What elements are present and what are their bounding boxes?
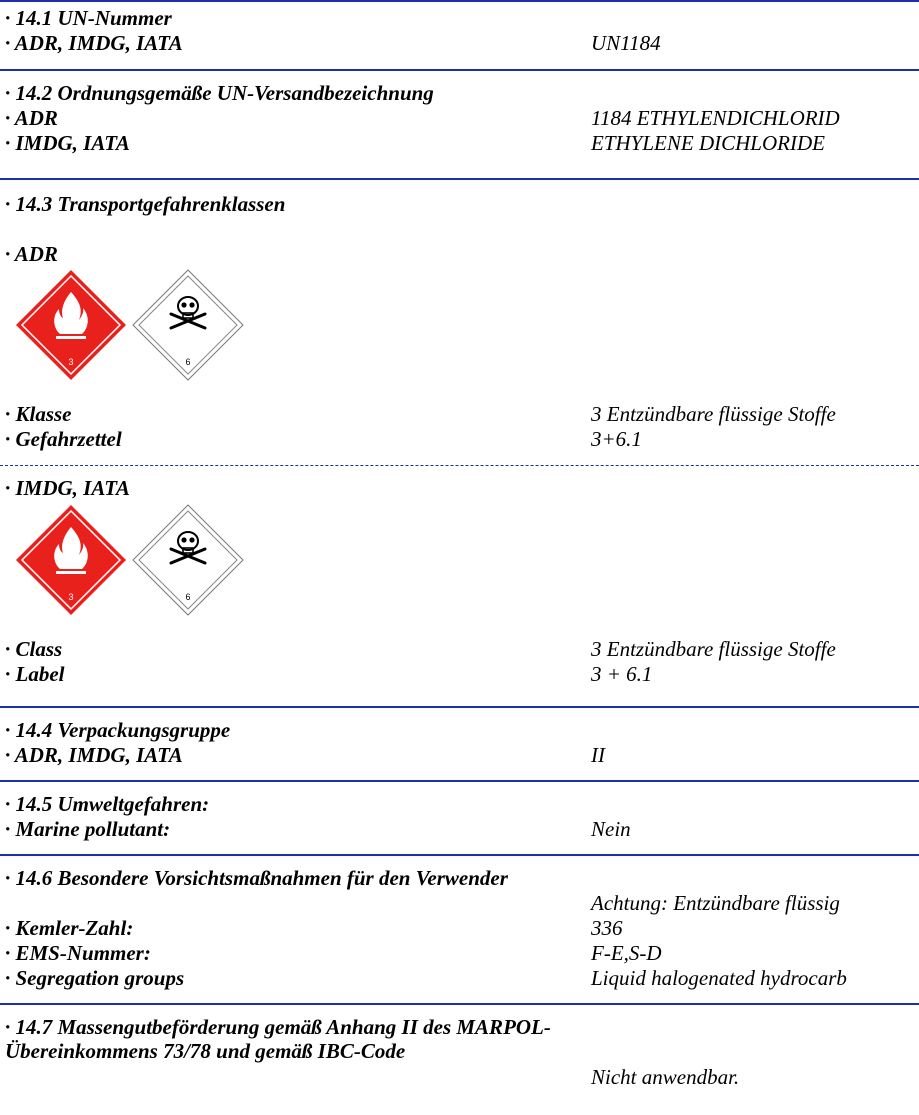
toxic-skull-icon <box>133 505 243 615</box>
ems-label: · EMS-Nummer: <box>5 941 151 965</box>
toxic-class-number: 6 <box>185 357 191 367</box>
section-14-1-title: · 14.1 UN-Nummer <box>5 6 172 30</box>
section-divider <box>0 178 919 180</box>
adr-heading: · ADR <box>5 242 58 266</box>
flammable-class-number: 3 <box>68 357 74 367</box>
section-14-7-title: · 14.7 Massengutbeförderung gemäß Anhang II des MARPOL-Übereinkommens 73/78 und gemäß IBC-Code <box>5 1015 551 1063</box>
section-14-6-title: · 14.6 Besondere Vorsichtsmaßnahmen für den Verwender <box>5 866 508 890</box>
packing-group-label: · ADR, IMDG, IATA <box>5 743 183 767</box>
imdg-hazard-pictograms <box>14 503 244 619</box>
toxic-class-number: 6 <box>185 592 191 602</box>
klasse-label: · Klasse <box>5 402 72 426</box>
class-value: 3 Entzündbare flüssige Stoffe <box>591 637 836 661</box>
flammable-liquid-icon <box>16 505 126 615</box>
flammable-class-number: 3 <box>68 592 74 602</box>
special-precautions-value: Achtung: Entzündbare flüssig <box>591 891 840 915</box>
klasse-value: 3 Entzündbare flüssige Stoffe <box>591 402 836 426</box>
top-rule <box>0 0 919 2</box>
label-label: · Label <box>5 662 65 686</box>
gefahrzettel-value: 3+6.1 <box>591 427 642 451</box>
flammable-liquid-icon <box>16 270 126 380</box>
section-divider <box>0 854 919 856</box>
section-divider <box>0 1003 919 1005</box>
marine-pollutant-value: Nein <box>591 817 631 841</box>
marine-pollutant-label: · Marine pollutant: <box>5 817 171 841</box>
bulk-transport-value: Nicht anwendbar. <box>591 1065 740 1089</box>
kemler-value: 336 <box>591 916 623 940</box>
adr-hazard-pictograms <box>14 268 244 384</box>
class-label: · Class <box>5 637 63 661</box>
packing-group-value: II <box>591 743 605 767</box>
un-number-value: UN1184 <box>591 31 661 55</box>
shipping-name-adr-label: · ADR <box>5 106 58 130</box>
kemler-label: · Kemler-Zahl: <box>5 916 134 940</box>
section-divider <box>0 780 919 782</box>
section-divider <box>0 69 919 71</box>
shipping-name-imdg-label: · IMDG, IATA <box>5 131 130 155</box>
un-number-label: · ADR, IMDG, IATA <box>5 31 183 55</box>
gefahrzettel-label: · Gefahrzettel <box>5 427 122 451</box>
segregation-label: · Segregation groups <box>5 966 185 990</box>
section-14-5-title: · 14.5 Umweltgefahren: <box>5 792 210 816</box>
section-14-2-title: · 14.2 Ordnungsgemäße UN-Versandbezeichnung <box>5 81 434 105</box>
shipping-name-imdg-value: ETHYLENE DICHLORIDE <box>591 131 825 155</box>
label-value: 3 + 6.1 <box>591 662 653 686</box>
shipping-name-adr-value: 1184 ETHYLENDICHLORID <box>591 106 840 130</box>
dashed-divider <box>0 465 919 466</box>
section-divider <box>0 706 919 708</box>
toxic-skull-icon <box>133 270 243 380</box>
segregation-value: Liquid halogenated hydrocarb <box>591 966 847 990</box>
section-14-4-title: · 14.4 Verpackungsgruppe <box>5 718 231 742</box>
ems-value: F-E,S-D <box>591 941 662 965</box>
section-14-3-title: · 14.3 Transportgefahrenklassen <box>5 192 286 216</box>
imdg-iata-heading: · IMDG, IATA <box>5 476 130 500</box>
